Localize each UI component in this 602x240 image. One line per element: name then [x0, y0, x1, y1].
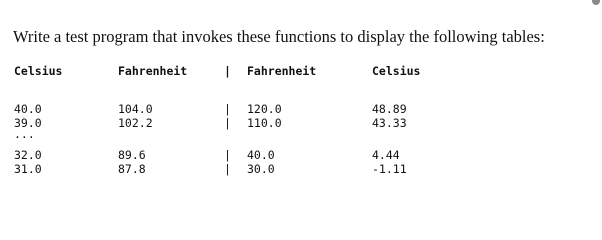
- header-separator: |: [224, 64, 231, 78]
- column-separator: |: [224, 116, 231, 130]
- header-celsius-right: Celsius: [372, 64, 421, 78]
- ellipsis-row: [14, 127, 35, 144]
- table-cell: 104.0: [118, 102, 153, 116]
- table-cell: 87.8: [118, 162, 146, 176]
- table-cell: 40.0: [14, 102, 42, 116]
- table-cell: 4.44: [372, 148, 400, 162]
- table-cell: 43.33: [372, 116, 407, 130]
- table-cell: 120.0: [247, 102, 282, 116]
- table-cell: 40.0: [247, 148, 275, 162]
- column-separator: |: [224, 162, 231, 176]
- table-cell: 110.0: [247, 116, 282, 130]
- intro-text: Write a test program that invokes these functions to display the following tables:: [13, 27, 545, 46]
- column-separator: |: [224, 102, 231, 116]
- header-fahrenheit-right: Fahrenheit: [247, 64, 317, 78]
- column-separator: |: [224, 148, 231, 162]
- table-cell: 102.2: [118, 116, 153, 130]
- table-cell: 48.89: [372, 102, 407, 116]
- ellipsis-text: ...: [14, 127, 35, 141]
- header-fahrenheit-left: Fahrenheit: [118, 64, 188, 78]
- table-cell: 39.0: [14, 116, 42, 130]
- table-cell: 32.0: [14, 148, 42, 162]
- table-cell: 89.6: [118, 148, 146, 162]
- table-cell: 31.0: [14, 162, 42, 176]
- table-cell: -1.11: [372, 162, 407, 176]
- header-celsius-left: Celsius: [14, 64, 63, 78]
- table-cell: 30.0: [247, 162, 275, 176]
